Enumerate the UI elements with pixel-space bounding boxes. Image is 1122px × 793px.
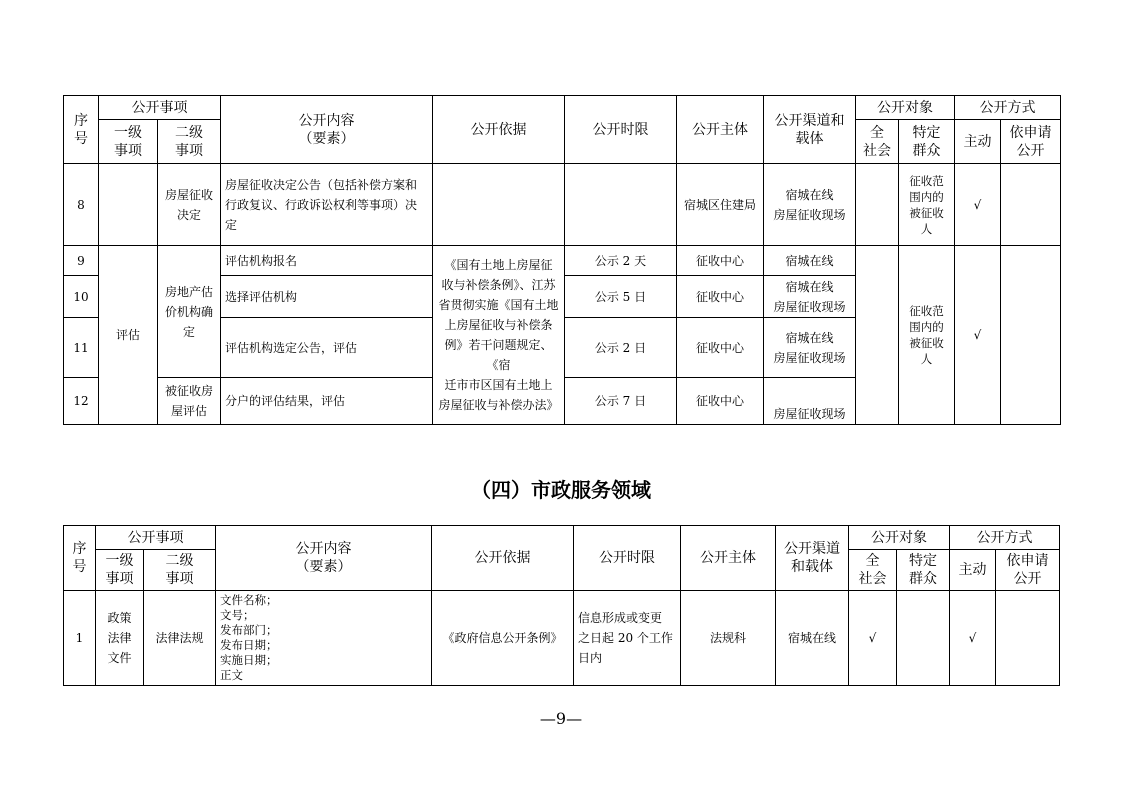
header-subject: 公开主体 <box>677 96 764 164</box>
cell-channel: 宿城在线 房屋征收现场 <box>764 318 856 378</box>
cell-deadline <box>565 164 677 246</box>
cell-content: 房屋征收决定公告（包括补偿方案和 行政复议、行政诉讼权利等事项）决 定 <box>221 164 433 246</box>
header-on-request: 依申请 公开 <box>1001 120 1061 164</box>
header-deadline: 公开时限 <box>565 96 677 164</box>
header-active: 主动 <box>950 550 996 591</box>
cell-content: 评估机构选定公告，评估 <box>221 318 433 378</box>
header-items: 公开事项 <box>99 96 221 120</box>
cell-level2: 房屋征收 决定 <box>158 164 221 246</box>
page-number: —9— <box>539 709 583 728</box>
cell-active-group: √ <box>955 246 1001 425</box>
table-row <box>64 164 1061 246</box>
cell-content: 选择评估机构 <box>221 276 433 318</box>
cell-all: √ <box>849 591 897 686</box>
cell-deadline: 公示 5 日 <box>565 276 677 318</box>
cell-level2: 被征收房 屋评估 <box>158 378 221 425</box>
header-all-society: 全 社会 <box>849 550 897 591</box>
cell-no: 11 <box>64 318 99 378</box>
cell-level2-group: 房地产估 价机构确 定 <box>158 246 221 378</box>
header-level1: 一级 事项 <box>99 120 158 164</box>
header-active: 主动 <box>955 120 1001 164</box>
cell-specific: 征收范 围内的 被征收 人 <box>899 164 955 246</box>
cell-content: 评估机构报名 <box>221 246 433 276</box>
header-level1: 一级 事项 <box>96 550 144 591</box>
disclosure-table-municipal <box>63 525 1060 686</box>
cell-subject: 征收中心 <box>677 276 764 318</box>
header-seq: 序 号 <box>64 96 99 164</box>
cell-subject: 宿城区住建局 <box>677 164 764 246</box>
cell-request <box>1001 164 1061 246</box>
cell-all-group <box>856 246 899 425</box>
cell-content: 文件名称； 文号； 发布部门； 发布日期； 实施日期； 正文 <box>216 591 432 686</box>
header-items: 公开事项 <box>96 526 216 550</box>
cell-no: 12 <box>64 378 99 425</box>
table-row <box>64 591 1060 686</box>
cell-active: √ <box>950 591 996 686</box>
disclosure-table-housing <box>63 95 1061 425</box>
cell-deadline: 公示 2 日 <box>565 318 677 378</box>
cell-deadline: 公示 7 日 <box>565 378 677 425</box>
cell-level1 <box>99 164 158 246</box>
cell-no: 1 <box>64 591 96 686</box>
header-channel: 公开渠道 和载体 <box>776 526 849 591</box>
header-channel: 公开渠道和 载体 <box>764 96 856 164</box>
header-specific: 特定 群众 <box>897 550 950 591</box>
cell-active: √ <box>955 164 1001 246</box>
cell-request-group <box>1001 246 1061 425</box>
cell-level1: 政策 法律 文件 <box>96 591 144 686</box>
cell-channel: 宿城在线 房屋征收现场 <box>764 164 856 246</box>
cell-specific-group: 征收范 围内的 被征收 人 <box>899 246 955 425</box>
cell-subject: 征收中心 <box>677 318 764 378</box>
header-level2: 二级 事项 <box>144 550 216 591</box>
cell-no: 9 <box>64 246 99 276</box>
cell-no: 8 <box>64 164 99 246</box>
header-basis: 公开依据 <box>432 526 574 591</box>
cell-request <box>996 591 1060 686</box>
header-all-society: 全 社会 <box>856 120 899 164</box>
section-title: （四）市政服务领域 <box>471 478 651 502</box>
cell-deadline: 公示 2 天 <box>565 246 677 276</box>
header-method: 公开方式 <box>950 526 1060 550</box>
cell-basis <box>433 164 565 246</box>
cell-channel: 房屋征收现场 <box>764 378 856 425</box>
cell-specific <box>897 591 950 686</box>
header-seq: 序 号 <box>64 526 96 591</box>
cell-subject: 法规科 <box>681 591 776 686</box>
header-on-request: 依申请 公开 <box>996 550 1060 591</box>
cell-all <box>856 164 899 246</box>
header-method: 公开方式 <box>955 96 1061 120</box>
header-specific: 特定 群众 <box>899 120 955 164</box>
cell-subject: 征收中心 <box>677 378 764 425</box>
cell-subject: 征收中心 <box>677 246 764 276</box>
cell-basis-group: 《国有土地上房屋征 收与补偿条例》、江苏 省贯彻实施《国有土地 上房屋征收与补偿条 例》若干问题规定、《宿 迁市市区国有土地上 房屋征收与补偿办法》 <box>433 246 565 425</box>
header-subject: 公开主体 <box>681 526 776 591</box>
cell-content: 分户的评估结果，评估 <box>221 378 433 425</box>
header-deadline: 公开时限 <box>574 526 681 591</box>
header-content: 公开内容 （要素） <box>221 96 433 164</box>
header-level2: 二级 事项 <box>158 120 221 164</box>
header-target: 公开对象 <box>849 526 950 550</box>
header-target: 公开对象 <box>856 96 955 120</box>
cell-channel: 宿城在线 <box>776 591 849 686</box>
cell-no: 10 <box>64 276 99 318</box>
cell-channel: 宿城在线 <box>764 246 856 276</box>
header-basis: 公开依据 <box>433 96 565 164</box>
cell-level2: 法律法规 <box>144 591 216 686</box>
header-content: 公开内容 （要素） <box>216 526 432 591</box>
cell-level1-group: 评估 <box>99 246 158 425</box>
table-row <box>64 246 1061 276</box>
cell-basis: 《政府信息公开条例》 <box>432 591 574 686</box>
cell-deadline: 信息形成或变更 之日起 20 个工作 日内 <box>574 591 681 686</box>
cell-channel: 宿城在线 房屋征收现场 <box>764 276 856 318</box>
